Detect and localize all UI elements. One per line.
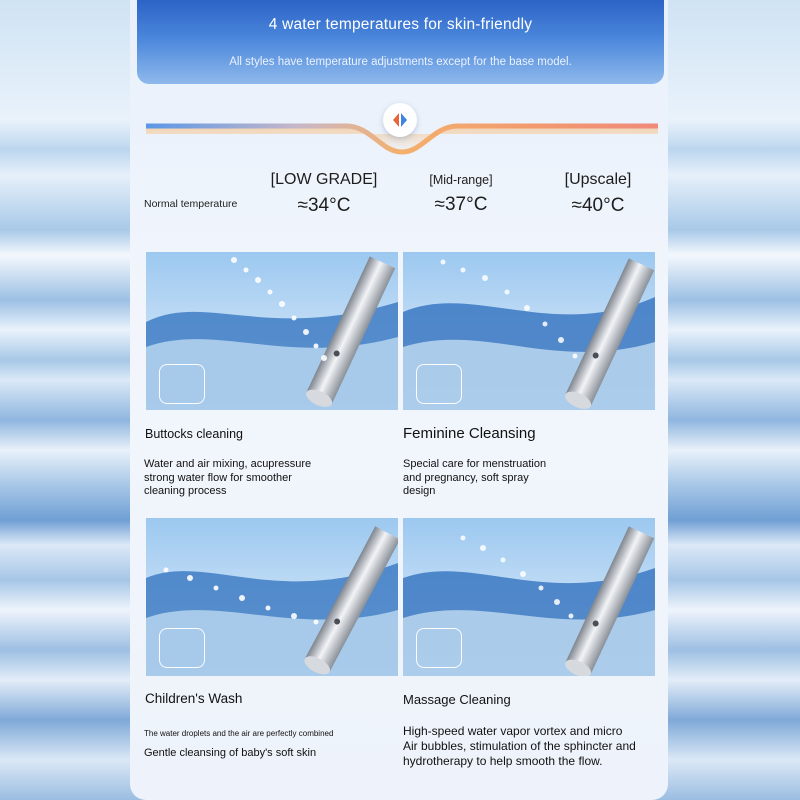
description-line: Gentle cleansing of baby's soft skin <box>144 747 317 759</box>
grade-temp: ≈37°C <box>434 194 488 215</box>
description-line: Air bubbles, stimulation of the sphincter and <box>403 739 636 753</box>
massage-wand-icon <box>416 628 462 668</box>
description-line: cleaning process <box>144 485 227 497</box>
mode-image-children <box>146 518 398 676</box>
mode-description <box>403 724 636 769</box>
grade-low <box>262 171 386 217</box>
mode-description <box>144 747 316 761</box>
grade-upscale <box>546 171 650 217</box>
mode-image-massage <box>403 518 655 676</box>
mode-title: Feminine Cleansing <box>403 425 536 442</box>
description-line: High-speed water vapor vortex and micro <box>403 724 623 738</box>
banner-subtitle: All styles have temperature adjustments except for the base model. <box>229 56 572 68</box>
banner-title: 4 water temperatures for skin-friendly <box>268 16 533 33</box>
woman-face-icon <box>416 364 462 404</box>
description-line: hydrotherapy to help smooth the flow. <box>403 754 603 768</box>
baby-face-icon <box>159 628 205 668</box>
grade-name: [Upscale] <box>564 171 632 188</box>
description-line: strong water flow for smoother <box>144 471 292 484</box>
temperature-dial-icon <box>383 103 417 137</box>
description-line: design <box>403 485 436 497</box>
description-line: and pregnancy, soft spray <box>403 471 529 484</box>
mode-description <box>403 458 546 499</box>
grade-name: [Mid-range] <box>429 173 493 187</box>
grade-name: [LOW GRADE] <box>270 171 378 188</box>
mode-title: Children's Wash <box>145 691 243 706</box>
grade-temp: ≈34°C <box>297 195 351 216</box>
description-line: Water and air mixing, acupressure <box>144 458 312 470</box>
mode-image-buttocks <box>146 252 398 410</box>
mode-description <box>144 458 311 499</box>
grade-temp: ≈40°C <box>571 195 625 216</box>
header-banner <box>137 0 664 84</box>
mode-title: Buttocks cleaning <box>145 427 243 441</box>
grade-mid <box>406 171 516 216</box>
mode-image-feminine <box>403 252 655 410</box>
normal-temperature-label: Normal temperature <box>144 198 238 210</box>
description-line: Special care for menstruation <box>403 458 547 470</box>
mode-title: Massage Cleaning <box>403 692 511 707</box>
mode-description-small: The water droplets and the air are perfectly combined <box>144 729 334 738</box>
buttocks-icon <box>159 364 205 404</box>
